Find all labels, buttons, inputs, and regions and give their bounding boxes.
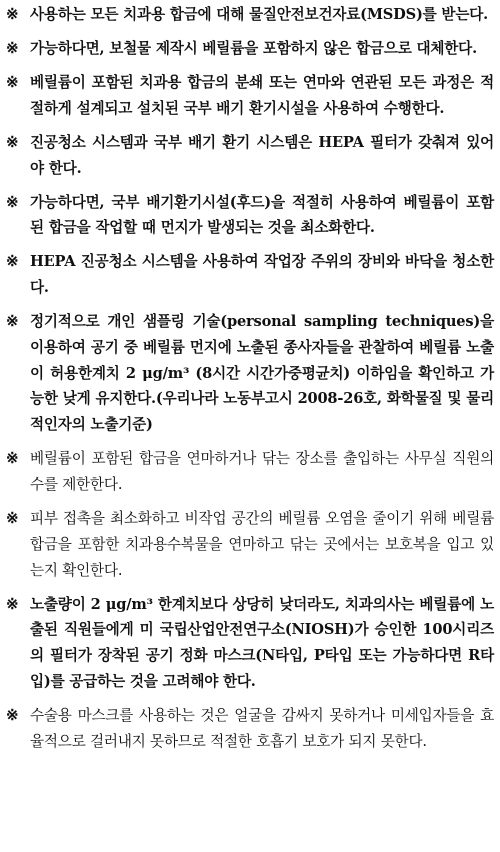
guideline-item <box>4 592 494 695</box>
guideline-item <box>4 36 494 62</box>
guideline-text: 노출량이 2 μg/m³ 한계치보다 상당히 낮더라도, 치과의사는 베릴륨에 노출된 직원들에게 미 국립산업안전연구소(NIOSH)가 승인한 100시리즈의 필터가 장착된 공기 정화 마스크(N타입, P타입 또는 가능하다면 R타입)를 공급하는 것을 고려해야 한다. <box>30 595 494 691</box>
guideline-text: HEPA 진공청소 시스템을 사용하여 작업장 주위의 장비와 바닥을 청소한다. <box>30 253 494 297</box>
reference-mark-icon: ※ <box>6 38 19 57</box>
guideline-text: 피부 접촉을 최소화하고 비작업 공간의 베릴륨 오염을 줄이기 위해 베릴륨 합금을 포함한 치과용수복물을 연마하고 닦는 곳에서는 보호복을 입고 있는지 확인한다. <box>30 510 494 579</box>
guideline-text: 진공청소 시스템과 국부 배기 환기 시스템은 HEPA 필터가 갖춰져 있어야 한다. <box>30 133 494 177</box>
guideline-text: 가능하다면, 보철물 제작시 베릴륨을 포함하지 않은 합금으로 대체한다. <box>30 39 477 57</box>
guideline-item <box>4 190 494 242</box>
reference-mark-icon: ※ <box>6 72 19 91</box>
reference-mark-icon: ※ <box>6 252 19 271</box>
reference-mark-icon: ※ <box>6 5 19 23</box>
guideline-text: 수술용 마스크를 사용하는 것은 얼굴을 감싸지 못하거나 미세입자들을 효율적으로 걸러내지 못하므로 적절한 호흡기 보호가 되지 못한다. <box>30 707 494 750</box>
guideline-item <box>4 309 494 438</box>
guideline-text: 베릴륨이 포함된 합금을 연마하거나 닦는 장소를 출입하는 사무실 직원의 수를 제한한다. <box>30 450 494 494</box>
reference-mark-icon: ※ <box>6 312 19 331</box>
reference-mark-icon: ※ <box>6 509 19 528</box>
guideline-item <box>4 2 494 28</box>
reference-mark-icon: ※ <box>6 132 19 151</box>
reference-mark-icon: ※ <box>6 706 19 724</box>
reference-mark-icon: ※ <box>6 449 19 468</box>
guideline-item <box>4 70 494 122</box>
reference-mark-icon: ※ <box>6 594 19 613</box>
guideline-item <box>4 446 494 498</box>
guideline-text: 정기적으로 개인 샘플링 기술(personal sampling techniques)을 이용하여 공기 중 베릴륨 먼지에 노출된 종사자들을 관찰하여 베릴륨 노출이 허용한계치 2 μg/m³ (8시간 시간가중평균치) 이하임을 확인하고 가능한 낮게 유지한다.(우리나라 노동부고시 2008-26호, 화학물질 및 물리적인자의 노출기준) <box>30 313 494 434</box>
guideline-text: 가능하다면, 국부 배기환기시설(후드)을 적절히 사용하여 베릴륨이 포함된 합금을 작업할 때 먼지가 발생되는 것을 최소화한다. <box>30 193 494 237</box>
reference-mark-icon: ※ <box>6 192 19 211</box>
guideline-text: 사용하는 모든 치과용 합금에 대해 물질안전보건자료(MSDS)를 받는다. <box>30 6 489 23</box>
guideline-item <box>4 249 494 301</box>
guideline-item <box>4 130 494 182</box>
guideline-item <box>4 506 494 583</box>
guideline-item <box>4 703 494 755</box>
guideline-text: 베릴륨이 포함된 치과용 합금의 분쇄 또는 연마와 연관된 모든 과정은 적절하게 설계되고 설치된 국부 배기 환기시설을 사용하여 수행한다. <box>30 73 494 117</box>
